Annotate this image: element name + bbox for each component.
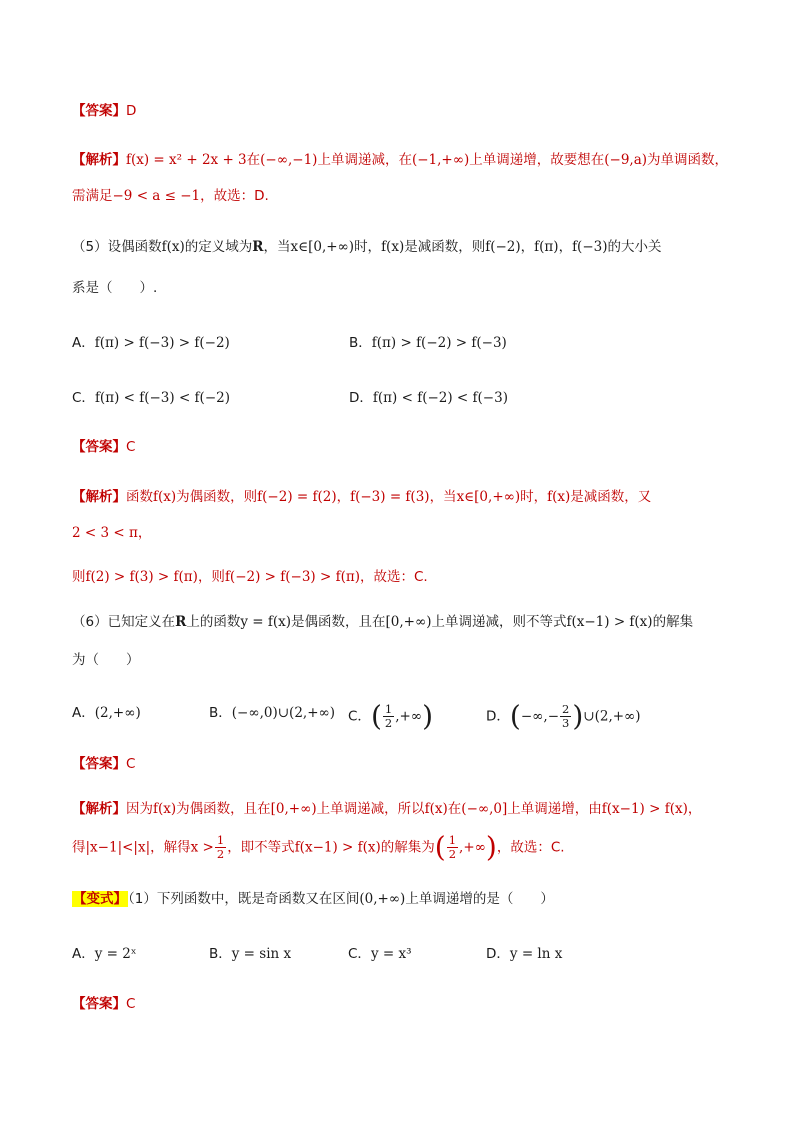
analysis-expr: (−∞,0] — [461, 801, 508, 817]
question-6-line-1 — [72, 612, 693, 632]
option-c[interactable] — [348, 944, 411, 964]
question-text: （6）已知定义在 — [72, 614, 176, 630]
answer-value: C — [126, 439, 136, 455]
analysis-expr: f(x−1) > f(x) — [601, 801, 688, 817]
analysis-expr: f(x) — [547, 489, 571, 505]
fraction-denominator: 2 — [216, 847, 225, 861]
option-b[interactable] — [209, 703, 335, 723]
question-expr: f(−3) — [572, 239, 608, 255]
question-expr: [0,+∞) — [385, 614, 432, 630]
analysis-text: 因为 — [126, 801, 153, 817]
analysis-tag: 【解析】 — [72, 801, 126, 817]
analysis-text: 是减函数，又 — [570, 489, 652, 505]
option-label: B． — [349, 335, 372, 351]
analysis-expr: x > — [190, 839, 214, 856]
analysis-6-line-1 — [72, 799, 701, 819]
analysis-text: ，故选：C. — [496, 839, 565, 856]
option-label: A． — [72, 335, 95, 351]
analysis-tag: 【解析】 — [72, 152, 126, 168]
question-text: 是偶函数，且在 — [291, 614, 386, 630]
paren-open: ( — [370, 699, 382, 733]
question-expr: f(−2) — [485, 239, 521, 255]
question-text: 上的函数 — [186, 614, 241, 630]
variant-line-1 — [72, 889, 554, 909]
analysis-text: ，即不等式 — [227, 839, 295, 856]
analysis-6-line-2 — [72, 830, 565, 864]
question-text: 上单调递增的是（ ） — [405, 891, 554, 907]
analysis-text: 时， — [520, 489, 548, 505]
option-b[interactable] — [209, 944, 291, 964]
option-expr: ,+∞ — [395, 708, 423, 725]
analysis-expr: |x−1|<|x| — [85, 839, 151, 856]
analysis-expr: f(x) — [424, 801, 448, 817]
question-expr: f(x−1) > f(x) — [566, 614, 653, 630]
answer-tag: 【答案】 — [72, 439, 126, 455]
question-expr: f(x) — [161, 239, 185, 255]
answer-value: D — [126, 103, 137, 119]
question-text: （5）设偶函数 — [72, 239, 162, 255]
option-expr: ∪(2,+∞) — [583, 708, 641, 725]
analysis-expr: f(−2) = f(2) — [257, 489, 337, 505]
option-expr: f(π) < f(−3) < f(−2) — [94, 390, 230, 406]
analysis-expr: x∈[0,+∞) — [456, 489, 521, 505]
answer-line-variant — [72, 994, 135, 1014]
question-expr: f(x) — [381, 239, 405, 255]
analysis-expr: f(x) — [153, 801, 177, 817]
analysis-expr: −9 < a ≤ −1 — [112, 188, 201, 204]
analysis-5-line-3 — [72, 567, 428, 587]
answer-value: C — [126, 996, 136, 1012]
analysis-expr: (−∞,−1) — [260, 152, 318, 168]
question-text: ，当 — [263, 239, 291, 255]
option-label: D． — [486, 946, 510, 962]
question-expr: (0,+∞) — [359, 891, 406, 907]
option-expr: f(π) < f(−2) < f(−3) — [372, 390, 508, 406]
analysis-text: 上单调递减，在 — [317, 152, 412, 168]
question-text: 时， — [354, 239, 382, 255]
analysis-text: 函数 — [126, 489, 153, 505]
option-label: B． — [209, 946, 232, 962]
answer-tag: 【答案】 — [72, 103, 126, 119]
analysis-text: 上单调递减，所以 — [316, 801, 425, 817]
analysis-text: 上单调递增，由 — [507, 801, 602, 817]
analysis-5-line-1 — [72, 487, 651, 507]
question-text: ， — [520, 239, 535, 255]
analysis-text: ，故选：D. — [200, 188, 269, 204]
analysis-5-line-2: 2 < 3 < π， — [72, 525, 152, 541]
analysis-expr: f(−2) > f(−3) > f(π) — [224, 569, 360, 585]
fraction — [383, 703, 394, 730]
analysis-expr: f(x) = x² + 2x + 3 — [126, 152, 247, 168]
analysis-expr: [0,+∞) — [270, 801, 317, 817]
analysis-text: 为偶函数，则 — [176, 489, 258, 505]
question-expr: R — [175, 614, 187, 630]
option-label: D． — [486, 708, 510, 725]
paren-open: ( — [509, 699, 521, 733]
analysis-text: 则 — [72, 569, 86, 585]
analysis-text: ，故选：C. — [360, 569, 428, 585]
option-d[interactable] — [486, 699, 641, 733]
option-expr: (−∞,0)∪(2,+∞) — [231, 705, 336, 721]
paren-close: ) — [485, 830, 497, 864]
analysis-text: 的解集为 — [380, 839, 435, 856]
analysis-text: 上单调递增，故要想在 — [469, 152, 605, 168]
question-text: 的解集 — [652, 614, 694, 630]
fraction-denominator: 2 — [448, 847, 457, 861]
answer-line-6 — [72, 754, 135, 774]
analysis-text: ， — [687, 801, 702, 817]
fraction — [560, 703, 571, 730]
question-text: （1）下列函数中，既是奇函数又在区间 — [128, 891, 360, 907]
analysis-expr: (−1,+∞) — [411, 152, 470, 168]
analysis-expr: (−9,a) — [604, 152, 648, 168]
option-a[interactable] — [72, 333, 230, 353]
analysis-tag: 【解析】 — [72, 489, 126, 505]
fraction-numerator: 1 — [216, 833, 225, 847]
option-c[interactable] — [348, 699, 433, 733]
question-text: 的大小关 — [607, 239, 662, 255]
option-expr: y = ln x — [509, 946, 563, 962]
fraction-numerator: 2 — [562, 702, 570, 716]
analysis-expr: ,+∞ — [459, 839, 486, 856]
answer-line-1 — [72, 101, 136, 121]
option-expr: −∞,− — [520, 708, 560, 725]
option-c[interactable] — [72, 388, 230, 408]
analysis-expr: f(x−1) > f(x) — [294, 839, 381, 856]
option-d[interactable] — [486, 944, 562, 964]
variant-tag: 【变式】 — [73, 891, 127, 907]
option-label: A． — [72, 946, 95, 962]
question-text: 上单调递减，则不等式 — [431, 614, 567, 630]
analysis-text: 需满足 — [72, 188, 113, 204]
option-label: C． — [348, 708, 371, 725]
question-text: 的定义域为 — [184, 239, 253, 255]
answer-value: C — [126, 756, 136, 772]
analysis-line-1b — [72, 186, 269, 206]
analysis-expr: f(−3) = f(3) — [350, 489, 430, 505]
paren-close: ) — [422, 699, 433, 733]
analysis-text: 得 — [72, 839, 86, 856]
fraction-numerator: 1 — [448, 833, 457, 847]
option-label: B． — [209, 705, 232, 721]
analysis-text: 在 — [447, 801, 462, 817]
question-expr: x∈[0,+∞) — [290, 239, 355, 255]
answer-tag: 【答案】 — [72, 996, 126, 1012]
option-expr: f(π) > f(−2) > f(−3) — [371, 335, 507, 351]
option-b[interactable] — [349, 333, 507, 353]
option-expr: y = x³ — [370, 946, 412, 962]
fraction — [447, 834, 458, 861]
analysis-text: ， — [336, 489, 351, 505]
analysis-expr: f(2) > f(3) > f(π) — [85, 569, 198, 585]
option-expr: (2,+∞) — [94, 705, 141, 721]
analysis-expr: f(x) — [153, 489, 177, 505]
answer-line-5 — [72, 437, 135, 457]
question-expr: R — [252, 239, 264, 255]
analysis-text: 在 — [246, 152, 261, 168]
analysis-text: 为偶函数，且在 — [176, 801, 271, 817]
fraction-denominator: 2 — [384, 716, 393, 730]
analysis-text: ，当 — [429, 489, 457, 505]
fraction-denominator: 3 — [562, 716, 570, 730]
analysis-line-1a — [72, 150, 728, 170]
question-text: 是减函数，则 — [404, 239, 486, 255]
fraction — [215, 834, 226, 861]
paren-open: ( — [434, 830, 446, 864]
option-label: A． — [72, 705, 95, 721]
question-text: ， — [558, 239, 573, 255]
question-expr: f(π) — [534, 239, 559, 255]
analysis-text: ，解得 — [150, 839, 191, 856]
analysis-text: 为单调函数， — [647, 152, 729, 168]
option-label: C． — [72, 390, 95, 406]
question-expr: y = f(x) — [240, 614, 291, 630]
option-d[interactable] — [349, 388, 508, 408]
analysis-text: ，则 — [197, 569, 225, 585]
paren-close: ) — [572, 699, 584, 733]
question-5-line-2: 系是（ ）. — [72, 280, 158, 296]
fraction-numerator: 1 — [384, 702, 393, 716]
question-6-line-2: 为（ ） — [72, 652, 140, 668]
answer-tag: 【答案】 — [72, 756, 126, 772]
question-5-line-1 — [72, 237, 662, 257]
option-a[interactable] — [72, 944, 137, 964]
option-a[interactable] — [72, 703, 141, 723]
option-expr: f(π) > f(−3) > f(−2) — [94, 335, 230, 351]
option-expr: y = sin x — [231, 946, 292, 962]
option-label: C． — [348, 946, 371, 962]
option-expr: y = 2ˣ — [94, 946, 137, 962]
option-label: D． — [349, 390, 373, 406]
